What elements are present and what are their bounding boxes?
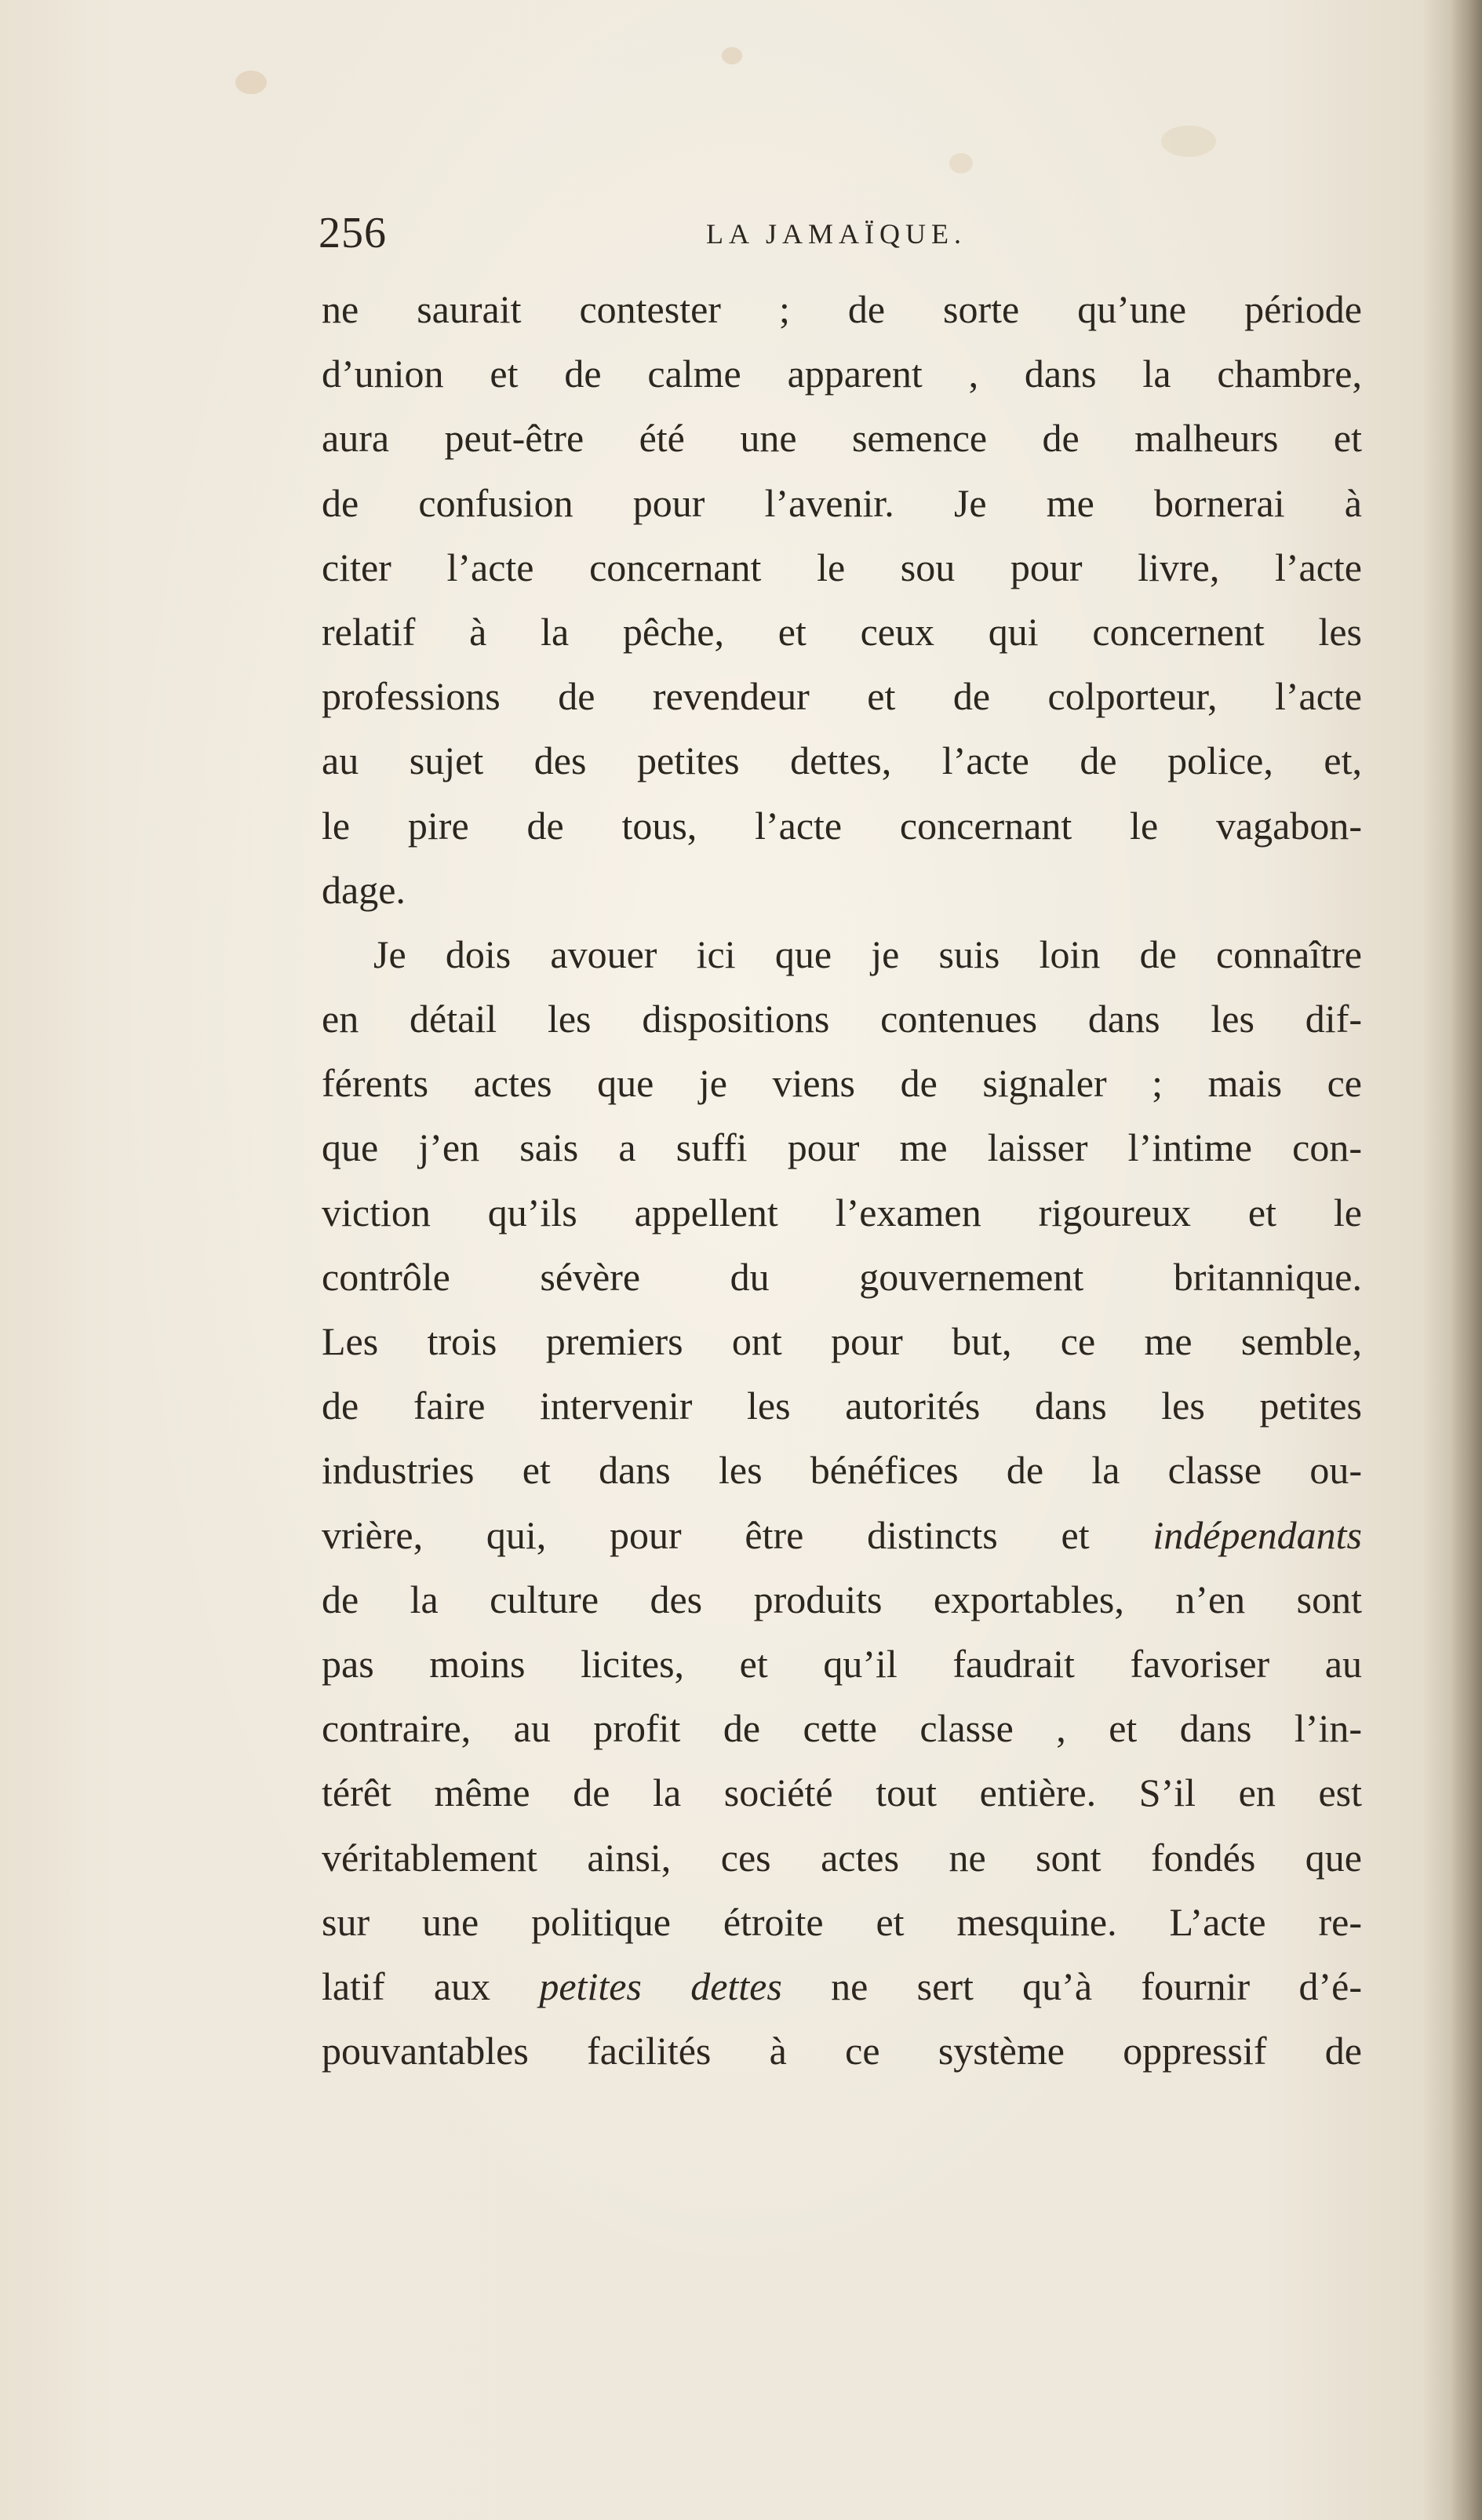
text-line: le pire de tous, l’acte concernant le vagabon-	[322, 803, 1362, 848]
paragraph-first-line: Je dois avouer ici que je suis loin de connaître	[373, 932, 1362, 976]
text-line: aura peut-être été une semence de malheurs et	[322, 416, 1362, 461]
page-edge-shadow	[1451, 0, 1482, 2520]
text-line: au sujet des petites dettes, l’acte de police, et,	[322, 738, 1362, 783]
text-line: relatif à la pêche, et ceux qui concernent les	[322, 609, 1362, 654]
text-line: térêt même de la société tout entière. S’il en est	[322, 1771, 1362, 1815]
running-head: LA JAMAÏQUE.	[706, 218, 967, 250]
paper-stain	[235, 71, 267, 94]
text-line: contrôle sévère du gouvernement britannique.	[322, 1254, 1362, 1299]
text-line	[322, 1954, 1362, 2019]
text-line: véritablement ainsi, ces actes ne sont fondés que	[322, 1835, 1362, 1880]
text-line: professions de revendeur et de colporteur, l’acte	[322, 674, 1362, 719]
text-line: Les trois premiers ont pour but, ce me semble,	[322, 1319, 1362, 1363]
text-line: de confusion pour l’avenir. Je me bornerai à	[322, 480, 1362, 525]
text-line: dage.	[322, 867, 406, 912]
text-line: citer l’acte concernant le sou pour livre, l’acte	[322, 545, 1362, 589]
paper-stain	[722, 47, 742, 64]
text-line: sur une politique étroite et mesquine. L’acte re-	[322, 1899, 1362, 1944]
text-line: pas moins licites, et qu’il faudrait favoriser au	[322, 1641, 1362, 1686]
page-number: 256	[319, 209, 387, 257]
italic-text: indépendants	[1152, 1512, 1362, 1557]
text-line: ne saurait contester ; de sorte qu’une période	[322, 287, 1362, 331]
body-text	[322, 277, 1362, 2083]
paper-stain	[949, 153, 973, 173]
text-line: de faire intervenir les autorités dans les petites	[322, 1384, 1362, 1428]
text-line: industries et dans les bénéfices de la classe ou-	[322, 1448, 1362, 1493]
text-line: de la culture des produits exportables, n’en sont	[322, 1577, 1362, 1621]
text-segment: vrière, qui, pour être distincts et	[322, 1512, 1090, 1557]
italic-text: petites dettes	[539, 1964, 782, 2008]
paper-stain	[1161, 126, 1216, 157]
text-line: viction qu’ils appellent l’examen rigoureux et le	[322, 1190, 1362, 1234]
text-line: férents actes que je viens de signaler ; mais ce	[322, 1061, 1362, 1106]
page-header	[319, 206, 1362, 261]
text-line: d’union et de calme apparent , dans la chambre,	[322, 352, 1362, 396]
text-segment: ne sert qu’à fournir d’é-	[831, 1964, 1362, 2008]
text-line: pouvantables facilités à ce système oppressif de	[322, 2029, 1362, 2073]
text-line: que j’en sais a suffi pour me laisser l’intime con-	[322, 1125, 1362, 1170]
text-line: contraire, au profit de cette classe , et dans l’in-	[322, 1706, 1362, 1751]
text-line	[322, 1503, 1362, 1567]
text-segment: latif aux	[322, 1964, 491, 2008]
text-line: en détail les dispositions contenues dans les dif-	[322, 997, 1362, 1041]
